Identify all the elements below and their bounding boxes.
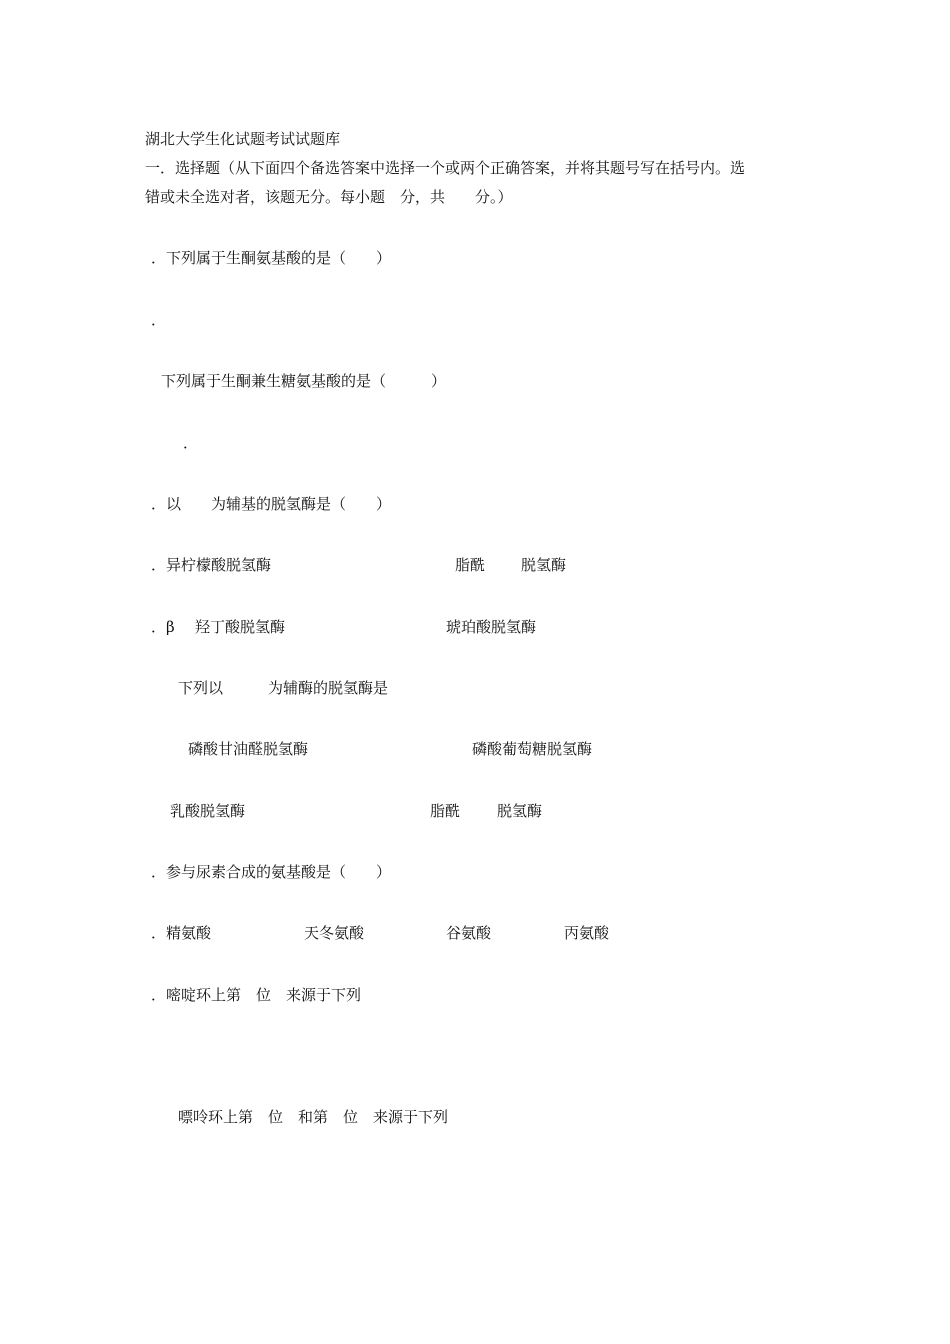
question-4-option-c: 乳酸脱氢酶 bbox=[170, 802, 246, 820]
question-5-option-d: 丙氨酸 bbox=[564, 924, 610, 942]
question-4-option-d-part1: 脂酰 bbox=[430, 802, 461, 820]
question-3: ．以 为辅基的脱氢酶是（ ） bbox=[151, 495, 392, 513]
question-1-options: ． bbox=[151, 311, 167, 329]
section-intro-line2: 错或未全选对者，该题无分。每小题 分，共 分。） bbox=[145, 188, 513, 206]
question-3-option-b-part1: 脂酰 bbox=[455, 556, 486, 574]
question-5-option-b: 天冬氨酸 bbox=[304, 924, 365, 942]
document-title: 湖北大学生化试题考试试题库 bbox=[145, 130, 341, 148]
question-3-option-b-part2: 脱氢酶 bbox=[521, 556, 567, 574]
question-3-option-c-prefix: ．β bbox=[151, 618, 175, 636]
question-5: ．参与尿素合成的氨基酸是（ ） bbox=[151, 863, 392, 881]
question-4: 下列以 为辅酶的脱氢酶是 bbox=[178, 679, 389, 697]
question-1: ．下列属于生酮氨基酸的是（ ） bbox=[151, 249, 392, 267]
question-5-option-a: ．精氨酸 bbox=[151, 924, 212, 942]
question-2-options: ． bbox=[183, 434, 199, 452]
question-6: ．嘧啶环上第 位 来源于下列 bbox=[151, 986, 362, 1004]
question-4-option-d-part2: 脱氢酶 bbox=[497, 802, 543, 820]
question-3-option-a: ．异柠檬酸脱氢酶 bbox=[151, 556, 272, 574]
section-intro-line1: 一．选择题（从下面四个备选答案中选择一个或两个正确答案，并将其题号写在括号内。选 bbox=[145, 159, 746, 177]
question-2: 下列属于生酮兼生糖氨基酸的是（ ） bbox=[161, 372, 447, 390]
question-3-option-c: 羟丁酸脱氢酶 bbox=[195, 618, 286, 636]
question-7: 嘌呤环上第 位 和第 位 来源于下列 bbox=[178, 1108, 449, 1126]
question-5-option-c: 谷氨酸 bbox=[446, 924, 492, 942]
question-4-option-b: 磷酸葡萄糖脱氢酶 bbox=[472, 740, 593, 758]
question-4-option-a: 磷酸甘油醛脱氢酶 bbox=[188, 740, 309, 758]
question-3-option-d: 琥珀酸脱氢酶 bbox=[446, 618, 537, 636]
